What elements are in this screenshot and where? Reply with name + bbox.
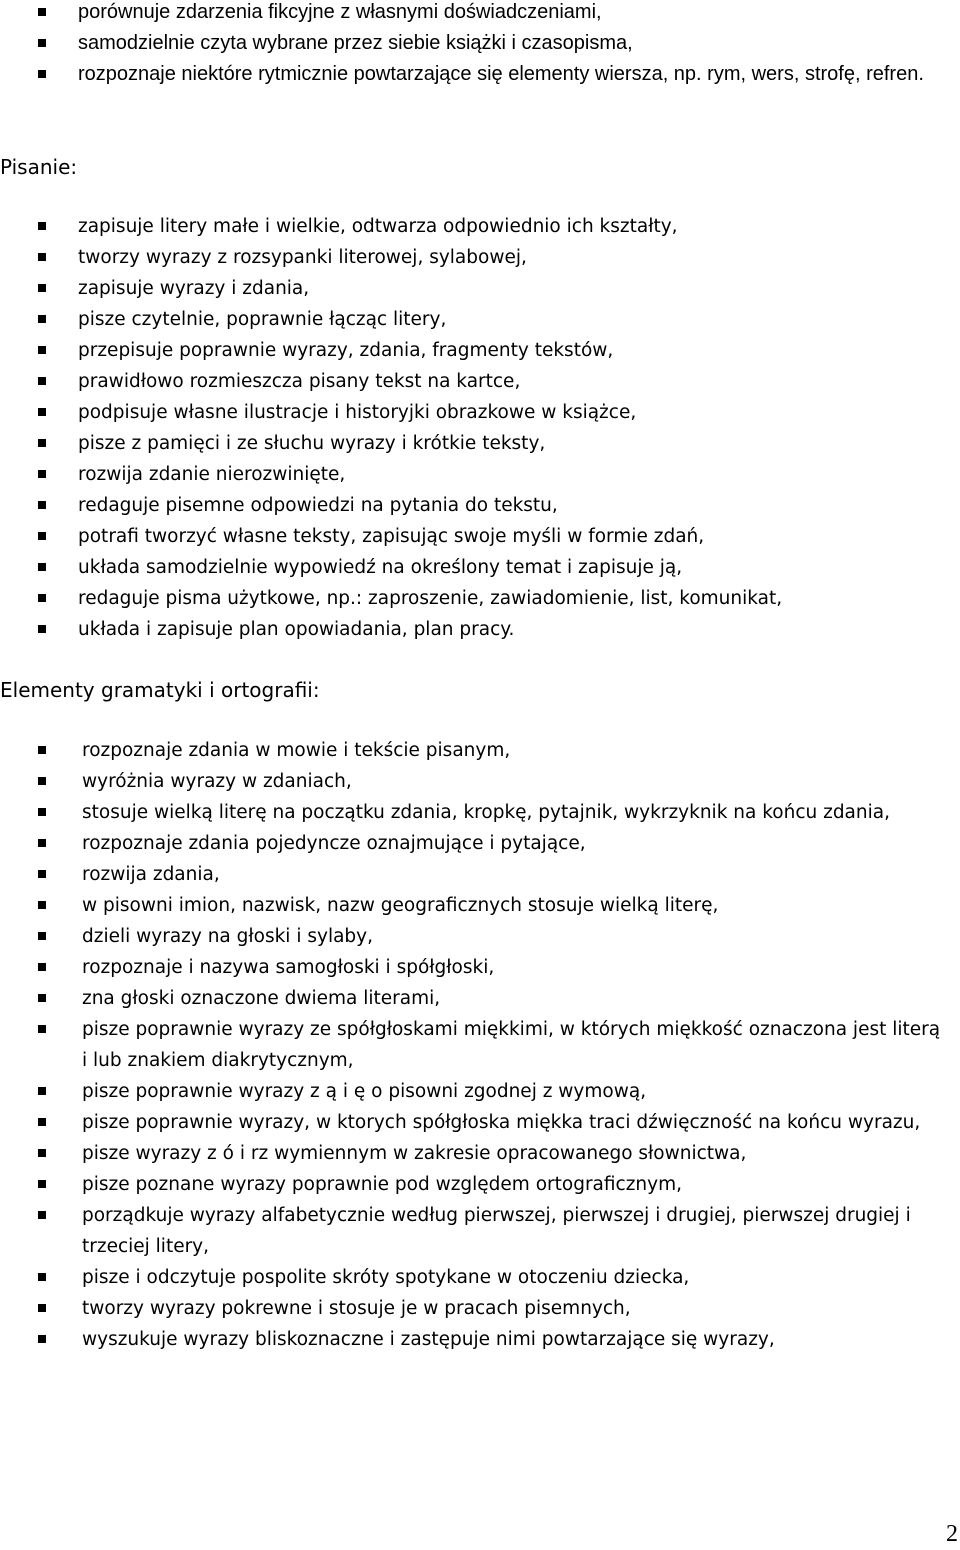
list-item-text: redaguje pisemne odpowiedzi na pytania do tekstu, [78,495,558,516]
list-item-text: rozpoznaje zdania pojedyncze oznajmujące i pytające, [82,833,586,854]
list-item [0,428,960,459]
square-bullet-icon [38,1304,46,1312]
list-item [0,921,960,952]
list-item-text: wyróżnia wyrazy w zdaniach, [82,771,352,792]
list-item-text: zapisuje litery małe i wielkie, odtwarza odpowiednio ich kształty, [78,216,678,237]
list-item [0,859,960,890]
list-item-text: pisze poprawnie wyrazy ze spółgłoskami miękkimi, w których miękkość oznaczona jest literą i lub znakiem diakrytycznym, [82,1019,941,1071]
list-item [0,952,960,983]
list-item [0,397,960,428]
square-bullet-icon [38,594,46,602]
list-item [0,1138,960,1169]
list-item-text: pisze czytelnie, poprawnie łącząc litery, [78,309,447,330]
list-item-text: pisze poznane wyrazy poprawnie pod względem ortograficznym, [82,1174,682,1195]
list-item [0,521,960,552]
list-item [0,735,960,766]
square-bullet-icon [38,1180,46,1188]
list-item [0,1200,960,1262]
square-bullet-icon [38,501,46,509]
list-item [0,1014,960,1076]
square-bullet-icon [38,346,46,354]
intro-list [0,0,960,90]
list-item-text: układa samodzielnie wypowiedź na określony temat i zapisuje ją, [78,557,683,578]
list-item-text: tworzy wyrazy pokrewne i stosuje je w pracach pisemnych, [82,1298,631,1319]
section-heading-gramatyka: Elementy gramatyki i ortografii: [0,678,320,702]
square-bullet-icon [38,253,46,261]
square-bullet-icon [38,963,46,971]
list-item-text: stosuje wielką literę na początku zdania, kropkę, pytajnik, wykrzyknik na końcu zdania, [82,802,890,823]
list-item [0,983,960,1014]
list-item [0,1293,960,1324]
square-bullet-icon [38,1087,46,1095]
list-item [0,614,960,645]
list-item-text: porządkuje wyrazy alfabetycznie według pierwszej, pierwszej i drugiej, pierwszej drugiej i trzeciej litery, [82,1205,911,1257]
list-item-text: pisze poprawnie wyrazy z ą i ę o pisowni zgodnej z wymową, [82,1081,647,1102]
list-item-text: podpisuje własne ilustracje i historyjki obrazkowe w książce, [78,402,637,423]
list-item [0,366,960,397]
list-item-text: rozwija zdanie nierozwinięte, [78,464,346,485]
square-bullet-icon [38,39,46,47]
square-bullet-icon [38,408,46,416]
list-item [0,828,960,859]
list-item-text: rozpoznaje niektóre rytmicznie powtarzające się elementy wiersza, np. rym, wers, strofę, refren. [78,63,924,85]
list-item-text: pisze i odczytuje pospolite skróty spotykane w otoczeniu dziecka, [82,1267,690,1288]
square-bullet-icon [38,808,46,816]
list-item [0,1076,960,1107]
square-bullet-icon [38,222,46,230]
list-item [0,273,960,304]
list-item-text: samodzielnie czyta wybrane przez siebie książki i czasopisma, [78,32,633,54]
square-bullet-icon [38,746,46,754]
square-bullet-icon [38,1025,46,1033]
square-bullet-icon [38,439,46,447]
square-bullet-icon [38,932,46,940]
list-item [0,59,960,90]
list-item-text: redaguje pisma użytkowe, np.: zaproszenie, zawiadomienie, list, komunikat, [78,588,783,609]
square-bullet-icon [38,870,46,878]
list-item [0,1107,960,1138]
list-item-text: pisze z pamięci i ze słuchu wyrazy i krótkie teksty, [78,433,546,454]
square-bullet-icon [38,563,46,571]
square-bullet-icon [38,284,46,292]
list-item-text: pisze poprawnie wyrazy, w ktorych spółgłoska miękka traci dźwięczność na końcu wyrazu, [82,1112,921,1133]
square-bullet-icon [38,532,46,540]
square-bullet-icon [38,777,46,785]
list-item-text: układa i zapisuje plan opowiadania, plan pracy. [78,619,515,640]
list-item-text: rozpoznaje i nazywa samogłoski i spółgłoski, [82,957,495,978]
list-item-text: rozwija zdania, [82,864,220,885]
list-item-text: zapisuje wyrazy i zdania, [78,278,310,299]
square-bullet-icon [38,1335,46,1343]
square-bullet-icon [38,839,46,847]
square-bullet-icon [38,377,46,385]
gramatyka-list [0,735,960,1355]
list-item-text: wyszukuje wyrazy bliskoznaczne i zastępuje nimi powtarzające się wyrazy, [82,1329,775,1350]
list-item [0,890,960,921]
list-item [0,1169,960,1200]
list-item [0,1262,960,1293]
square-bullet-icon [38,625,46,633]
square-bullet-icon [38,470,46,478]
list-item [0,766,960,797]
square-bullet-icon [38,1149,46,1157]
list-item [0,335,960,366]
list-item-text: tworzy wyrazy z rozsypanki literowej, sylabowej, [78,247,527,268]
list-item-text: pisze wyrazy z ó i rz wymiennym w zakresie opracowanego słownictwa, [82,1143,747,1164]
list-item-text: zna głoski oznaczone dwiema literami, [82,988,441,1009]
list-item [0,552,960,583]
list-item-text: potrafi tworzyć własne teksty, zapisując swoje myśli w formie zdań, [78,526,705,547]
list-item [0,1324,960,1355]
square-bullet-icon [38,70,46,78]
square-bullet-icon [38,1273,46,1281]
page-number: 2 [946,1521,958,1547]
list-item [0,211,960,242]
list-item [0,304,960,335]
square-bullet-icon [38,1118,46,1126]
list-item [0,490,960,521]
list-item-text: w pisowni imion, nazwisk, nazw geograficznych stosuje wielką literę, [82,895,719,916]
square-bullet-icon [38,315,46,323]
list-item-text: prawidłowo rozmieszcza pisany tekst na kartce, [78,371,521,392]
list-item [0,459,960,490]
list-item-text: dzieli wyrazy na głoski i sylaby, [82,926,373,947]
square-bullet-icon [38,8,46,16]
list-item-text: przepisuje poprawnie wyrazy, zdania, fragmenty tekstów, [78,340,614,361]
list-item [0,242,960,273]
square-bullet-icon [38,994,46,1002]
list-item [0,0,960,28]
list-item [0,28,960,59]
list-item [0,797,960,828]
list-item-text: porównuje zdarzenia fikcyjne z własnymi doświadczeniami, [78,1,602,23]
section-heading-pisanie: Pisanie: [0,155,78,179]
square-bullet-icon [38,1211,46,1219]
list-item [0,583,960,614]
list-item-text: rozpoznaje zdania w mowie i tekście pisanym, [82,740,511,761]
pisanie-list [0,211,960,645]
square-bullet-icon [38,901,46,909]
